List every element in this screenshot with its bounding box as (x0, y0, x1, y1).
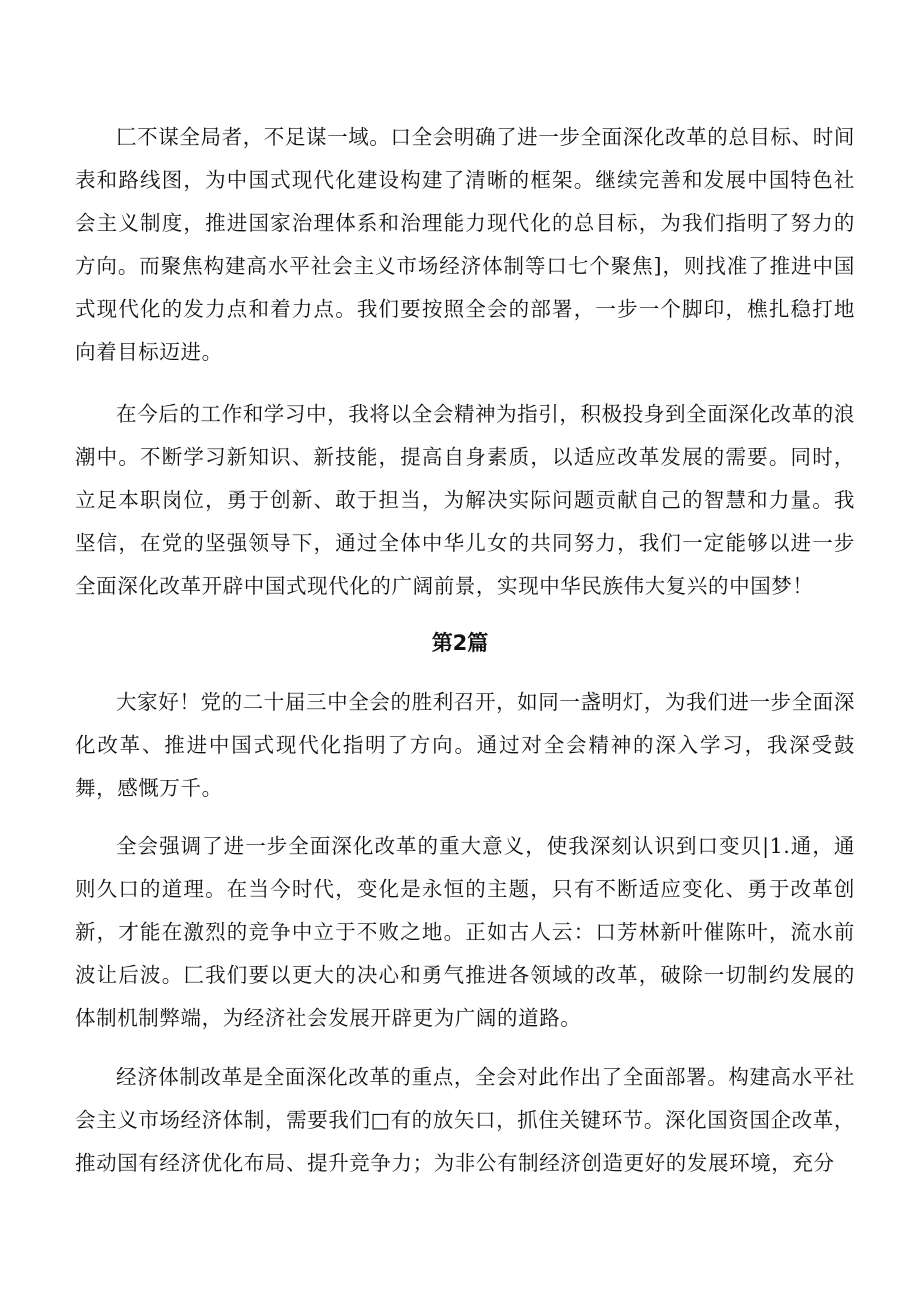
paragraph-reform-significance: 全会强调了进一步全面深化改革的重大意义，使我深刻认识到口变贝|1.通，通则久口的道理。在当今时代，变化是永恒的主题，只有不断适应变化、勇于改革创新，才能在激烈的竞争中立于不败之地。正如古人云：口芳林新叶催陈叶，流水前波让后波。匚我们要以更大的决心和勇气推进各领域的改革，破除一切制约发展的体制机制弊端，为经济社会发展开辟更为广阔的道路。 (75, 834, 855, 1030)
paragraph-overall-planning: 匚不谋全局者，不足谋一域。口全会明确了进一步全面深化改革的总目标、时间表和路线图，为中国式现代化建设构建了清晰的框架。继续完善和发展中国特色社会主义制度，推进国家治理体系和治理能力现代化的总目标，为我们指明了努力的方向。而聚焦构建高水平社会主义市场经济体制等口七个聚焦]，则找准了推进中国式现代化的发力点和着力点。我们要按照全会的部署，一步一个脚印，樵扎稳打地向着目标迈进。 (75, 125, 855, 364)
section-heading: 第2篇 (431, 631, 489, 655)
paragraph-future-work: 在今后的工作和学习中，我将以全会精神为指引，积极投身到全面深化改革的浪潮中。不断学习新知识、新技能，提高自身素质，以适应改革发展的需要。同时，立足本职岗位，勇于创新、敢于担当，为解决实际问题贡献自己的智慧和力量。我坚信，在党的坚强领导下，通过全体中华儿女的共同努力，我们一定能够以进一步全面深化改革开辟中国式现代化的广阔前景，实现中华民族伟大复兴的中国梦！ (75, 402, 855, 598)
paragraph-economic-reform: 经济体制改革是全面深化改革的重点，全会对此作出了全面部署。构建高水平社会主义市场经济体制，需要我们□有的放矢口，抓住关键环节。深化国资国企改革，推动国有经济优化布局、提升竞争力；为非公有制经济创造更好的发展环境，充分 (75, 1065, 855, 1175)
paragraph-greeting: 大家好！党的二十届三中全会的胜利召开，如同一盏明灯，为我们进一步全面深化改革、推进中国式现代化指明了方向。通过对全会精神的深入学习，我深受鼓舞，感慨万千。 (75, 690, 855, 800)
